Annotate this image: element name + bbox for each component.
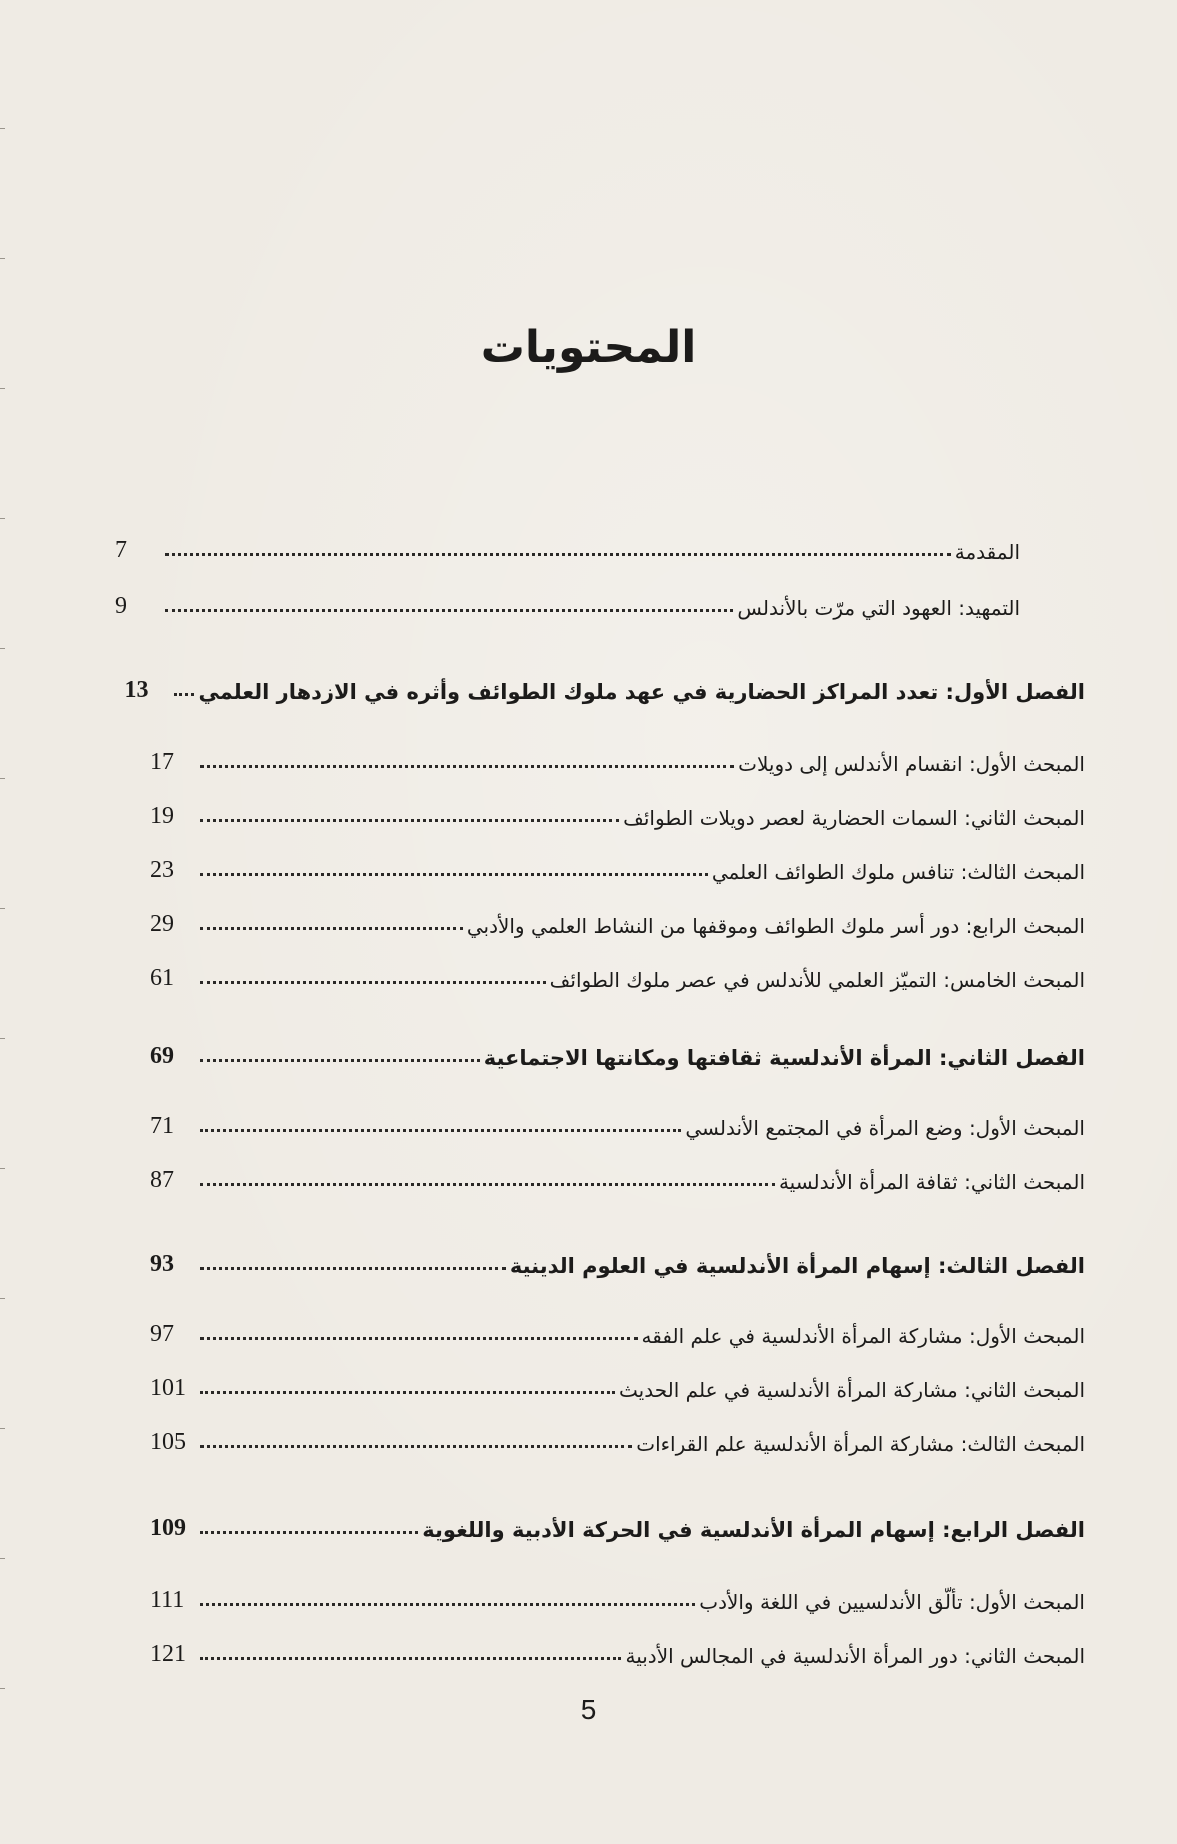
toc-page-number: 109 xyxy=(150,1515,186,1541)
toc-entry-label: المبحث الثالث: مشاركة المرأة الأندلسية علم القراءات xyxy=(636,1432,1085,1456)
dot-leader xyxy=(200,819,619,822)
toc-page-number: 29 xyxy=(150,911,174,937)
edge-mark xyxy=(0,1688,5,1689)
edge-mark xyxy=(0,1168,5,1169)
toc-page-number: 97 xyxy=(150,1321,174,1347)
toc-page-number: 19 xyxy=(150,803,174,829)
toc-page-number: 105 xyxy=(150,1429,186,1455)
dot-leader xyxy=(200,1531,418,1534)
toc-page-number: 121 xyxy=(150,1641,186,1667)
edge-mark xyxy=(0,778,5,779)
edge-mark xyxy=(0,648,5,649)
toc-entry-label: المبحث الأول: تألّق الأندلسيين في اللغة والأدب xyxy=(699,1590,1085,1614)
toc-page-number: 69 xyxy=(150,1043,174,1069)
toc-page-number: 7 xyxy=(115,537,127,563)
toc-entry-introduction xyxy=(115,520,1020,564)
toc-section-2-2 xyxy=(150,1150,1085,1194)
dot-leader xyxy=(200,1183,775,1186)
dot-leader xyxy=(174,693,194,696)
dot-leader xyxy=(165,553,951,556)
toc-section-2-1 xyxy=(150,1096,1085,1140)
toc-entry-label: المقدمة xyxy=(954,540,1020,564)
toc-section-1-1 xyxy=(150,732,1085,776)
toc-section-4-1 xyxy=(150,1570,1085,1614)
toc-page-number: 111 xyxy=(150,1587,185,1613)
dot-leader xyxy=(200,1445,632,1448)
edge-mark xyxy=(0,1558,5,1559)
toc-chapter-4 xyxy=(150,1498,1085,1542)
page-title: المحتويات xyxy=(480,322,697,373)
toc-page-number: 17 xyxy=(150,749,174,775)
dot-leader xyxy=(200,1391,615,1394)
dot-leader xyxy=(200,765,734,768)
dot-leader xyxy=(200,1657,621,1660)
toc-entry-label: الفصل الثاني: المرأة الأندلسية ثقافتها ومكانتها الاجتماعية xyxy=(483,1046,1085,1070)
page-number-footer: 5 xyxy=(580,1694,597,1725)
toc-entry-label: التمهيد: العهود التي مرّت بالأندلس xyxy=(737,596,1020,620)
dot-leader xyxy=(200,1267,506,1270)
dot-leader xyxy=(200,873,708,876)
toc-section-3-2 xyxy=(150,1358,1085,1402)
toc-section-4-2 xyxy=(150,1624,1085,1668)
dot-leader xyxy=(200,1337,638,1340)
toc-entry-label: المبحث الأول: انقسام الأندلس إلى دويلات xyxy=(738,752,1085,776)
toc-page-number: 93 xyxy=(150,1251,174,1277)
toc-entry-label: المبحث الخامس: التميّز العلمي للأندلس في عصر ملوك الطوائف xyxy=(549,968,1085,992)
toc-entry-label: المبحث الثاني: دور المرأة الأندلسية في المجالس الأدبية xyxy=(625,1644,1085,1668)
toc-entry-label: المبحث الثاني: السمات الحضارية لعصر دويلات الطوائف xyxy=(623,806,1085,830)
toc-entry-label: الفصل الرابع: إسهام المرأة الأندلسية في الحركة الأدبية واللغوية xyxy=(422,1518,1085,1542)
toc-entry-label: المبحث الأول: مشاركة المرأة الأندلسية في علم الفقه xyxy=(641,1324,1085,1348)
dot-leader xyxy=(200,1129,681,1132)
edge-mark xyxy=(0,128,5,129)
toc-page-number: 71 xyxy=(150,1113,174,1139)
toc-entry-label: المبحث الثالث: تنافس ملوك الطوائف العلمي xyxy=(711,860,1085,884)
dot-leader xyxy=(200,981,546,984)
edge-mark xyxy=(0,388,5,389)
toc-section-1-3 xyxy=(150,840,1085,884)
edge-mark xyxy=(0,1038,5,1039)
toc-entry-label: الفصل الأول: تعدد المراكز الحضارية في عهد ملوك الطوائف وأثره في الازدهار العلمي xyxy=(198,680,1085,704)
toc-section-3-1 xyxy=(150,1304,1085,1348)
toc-entry-label: المبحث الأول: وضع المرأة في المجتمع الأندلسي xyxy=(685,1116,1085,1140)
toc-section-3-3 xyxy=(150,1412,1085,1456)
toc-chapter-2 xyxy=(150,1026,1085,1070)
toc-chapter-3 xyxy=(150,1234,1085,1278)
toc-page-number: 87 xyxy=(150,1167,174,1193)
toc-page-number: 61 xyxy=(150,965,174,991)
toc-section-1-5 xyxy=(150,948,1085,992)
toc-entry-label: المبحث الثاني: مشاركة المرأة الأندلسية في علم الحديث xyxy=(619,1378,1085,1402)
toc-page-number: 9 xyxy=(115,593,127,619)
toc-entry-label: الفصل الثالث: إسهام المرأة الأندلسية في العلوم الدينية xyxy=(509,1254,1085,1278)
toc-page-number: 101 xyxy=(150,1375,186,1401)
edge-mark xyxy=(0,1298,5,1299)
toc-entry-label: المبحث الثاني: ثقافة المرأة الأندلسية xyxy=(778,1170,1085,1194)
toc-entry-label: المبحث الرابع: دور أسر ملوك الطوائف وموقفها من النشاط العلمي والأدبي xyxy=(466,914,1085,938)
dot-leader xyxy=(200,1059,480,1062)
toc-section-1-4 xyxy=(150,894,1085,938)
edge-mark xyxy=(0,1428,5,1429)
toc-page-number: 23 xyxy=(150,857,174,883)
edge-mark xyxy=(0,518,5,519)
toc-chapter-1 xyxy=(124,660,1085,704)
toc-entry-preface xyxy=(115,576,1020,620)
dot-leader xyxy=(200,927,463,930)
dot-leader xyxy=(200,1603,695,1606)
toc-page-number: 13 xyxy=(124,677,149,703)
edge-mark xyxy=(0,258,5,259)
toc-section-1-2 xyxy=(150,786,1085,830)
edge-mark xyxy=(0,908,5,909)
dot-leader xyxy=(165,609,733,612)
